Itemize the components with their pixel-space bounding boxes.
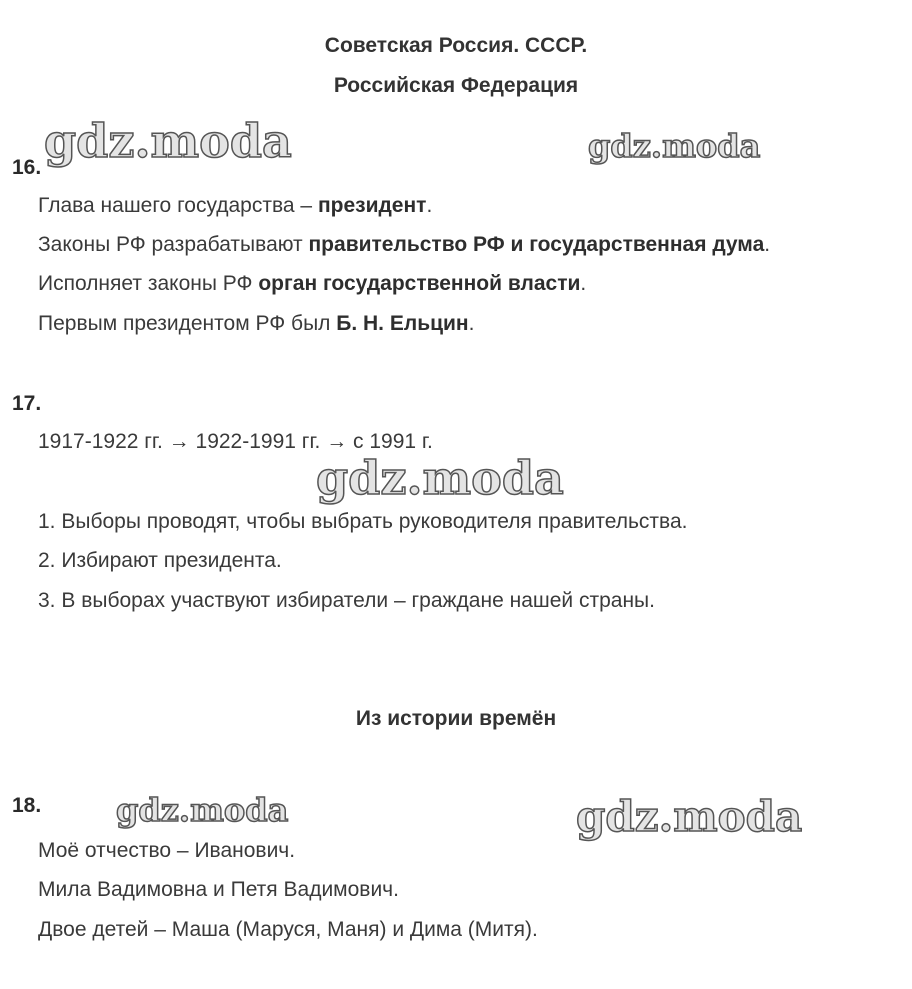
task16-line-laws-executed: [38, 272, 586, 296]
watermark-logo: gdz.moda: [576, 792, 803, 841]
line-punct: .: [580, 272, 587, 295]
answer-text: орган государственной власти: [258, 272, 581, 295]
section-title-russian-federation: Российская Федерация: [333, 74, 579, 97]
watermark-logo: gdz.moda: [316, 451, 564, 505]
watermark-logo: gdz.moda: [44, 114, 292, 168]
section-title-history: Из истории времён: [355, 707, 557, 730]
task17-item-3: 3. В выборах участвуют избиратели – граждане нашей страны.: [38, 589, 655, 612]
task17-item-2: 2. Избирают президента.: [38, 549, 282, 572]
line-text: Законы РФ разрабатывают: [38, 233, 309, 256]
line-punct: .: [764, 233, 771, 256]
section-title-soviet-russia: Советская Россия. СССР.: [324, 34, 588, 57]
task17-item-1: 1. Выборы проводят, чтобы выбрать руководителя правительства.: [38, 510, 688, 533]
task18-line-patronymic: Моё отчество – Иванович.: [38, 839, 296, 862]
watermark-logo: gdz.moda: [588, 127, 761, 165]
task16-line-head-of-state: [38, 194, 432, 218]
answer-text: Б. Н. Ельцин: [336, 312, 469, 335]
task18-line-siblings: Мила Вадимовна и Петя Вадимович.: [38, 878, 399, 901]
task16-line-first-president: [38, 312, 474, 336]
task-number-16: 16.: [12, 156, 42, 179]
task-number-18: 18.: [12, 794, 42, 817]
task18-line-children: Двое детей – Маша (Маруся, Маня) и Дима (Митя).: [38, 918, 538, 941]
answer-text: правительство РФ и государственная дума: [308, 233, 765, 256]
task16-line-laws-developed: [38, 233, 770, 257]
answer-text: президент: [317, 194, 427, 217]
line-text: Глава нашего государства –: [38, 194, 318, 217]
line-punct: .: [468, 312, 475, 335]
line-text: Первым президентом РФ был: [38, 312, 337, 335]
watermark-logo: gdz.moda: [116, 791, 289, 829]
line-text: Исполняет законы РФ: [38, 272, 259, 295]
task-number-17: 17.: [12, 392, 42, 415]
line-punct: .: [426, 194, 433, 217]
task17-timeline: 1917-1922 гг. → 1922-1991 гг. → с 1991 г.: [38, 430, 433, 453]
